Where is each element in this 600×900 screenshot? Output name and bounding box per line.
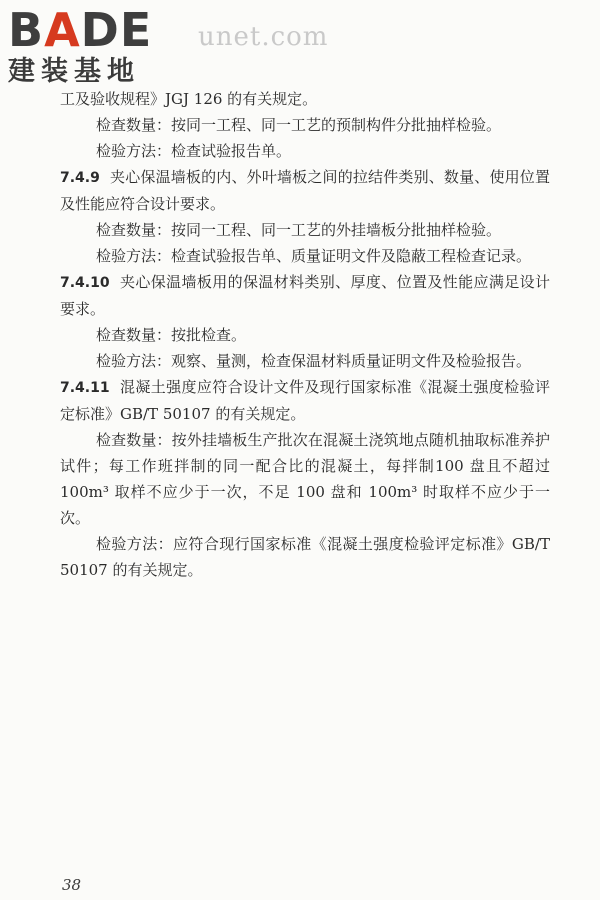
paragraph-inspection-method: 检验方法：检查试验报告单。 <box>96 142 292 160</box>
logo-letter-a: A <box>44 3 81 57</box>
bade-logo <box>6 4 176 92</box>
paragraph-inspection-method: 检验方法：检查试验报告单、质量证明文件及隐蔽工程检查记录。 <box>96 247 532 265</box>
paragraph-inspection-quantity: 检查数量：按外挂墙板生产批次在混凝土浇筑地点随机抽取标准养护试件；每工作班拌制的同一配合比的混凝土，每拌制100 盘且不超过 100m³ 取样不应少于一次，不足 100 盘和 100m³ 时取样不应少于一次。 <box>60 431 550 527</box>
logo-letters-de: DE <box>80 3 153 57</box>
clause-7-4-11: 7.4.11 混凝土强度应符合设计文件及现行国家标准《混凝土强度检验评定标准》GB/T 50107 的有关规定。 <box>60 378 550 423</box>
clause-number: 7.4.9 <box>60 170 100 186</box>
logo-chinese-name: 建装基地 <box>8 56 140 87</box>
paragraph-continuation: 工及验收规程》JGJ 126 的有关规定。 <box>60 90 318 108</box>
clause-7-4-9: 7.4.9 夹心保温墙板的内、外叶墙板之间的拉结件类别、数量、使用位置及性能应符合设计要求。 <box>60 168 550 213</box>
paragraph-inspection-quantity: 检查数量：按同一工程、同一工艺的外挂墙板分批抽样检验。 <box>96 221 502 239</box>
paragraph-inspection-method: 检验方法：观察、量测，检查保温材料质量证明文件及检验报告。 <box>96 352 532 370</box>
clause-number: 7.4.11 <box>60 380 110 396</box>
page-number: 38 <box>62 876 82 894</box>
logo-wordmark <box>8 4 152 56</box>
paragraph-inspection-quantity: 检查数量：按批检查。 <box>96 326 247 344</box>
clause-number: 7.4.10 <box>60 275 110 291</box>
watermark-text: unet.com <box>198 22 329 52</box>
clause-7-4-10: 7.4.10 夹心保温墙板用的保温材料类别、厚度、位置及性能应满足设计要求。 <box>60 273 550 318</box>
paragraph-inspection-method: 检验方法：应符合现行国家标准《混凝土强度检验评定标准》GB/T 50107 的有关规定。 <box>60 535 550 579</box>
document-body <box>60 86 550 583</box>
paragraph-inspection-quantity: 检查数量：按同一工程、同一工艺的预制构件分批抽样检验。 <box>96 116 502 134</box>
logo-letter-b: B <box>8 3 45 57</box>
